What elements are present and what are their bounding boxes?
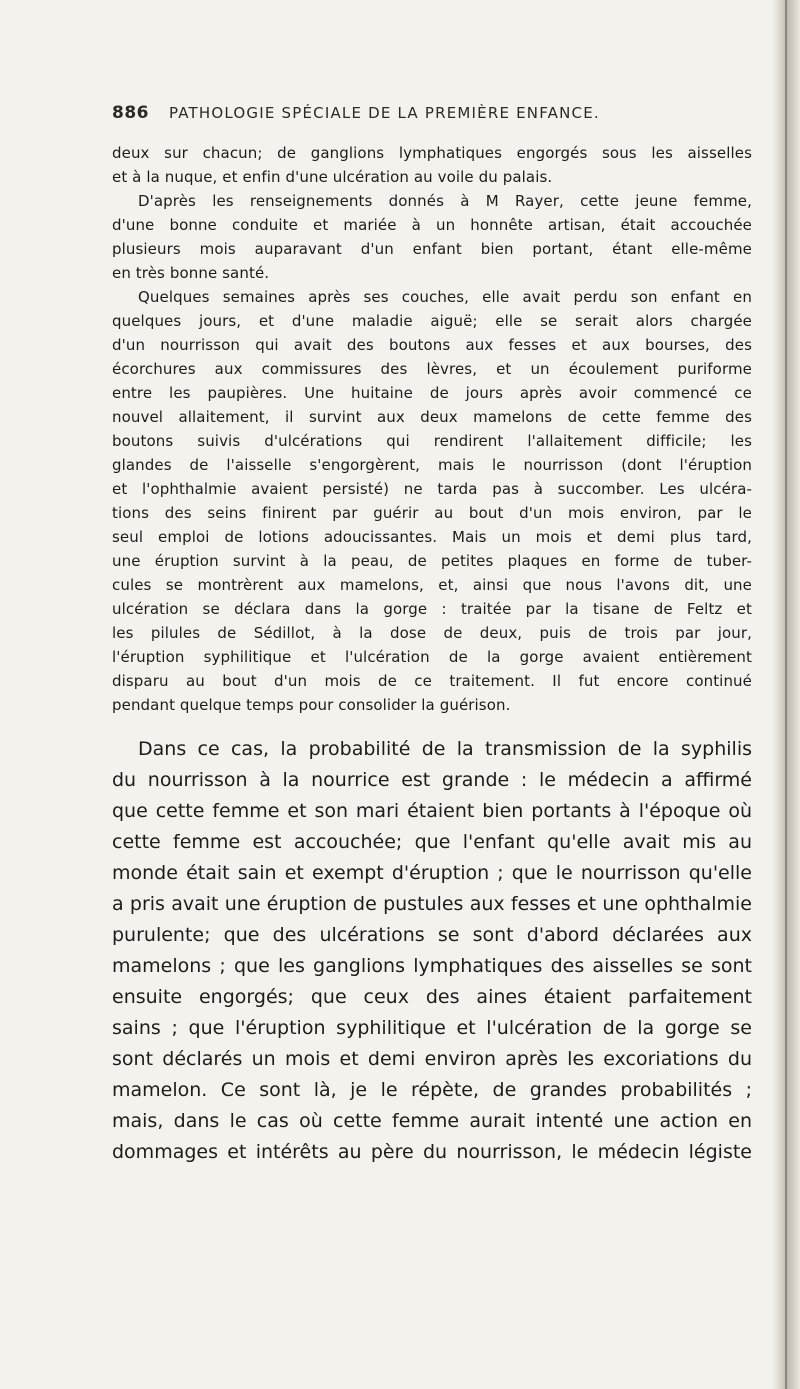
text-line: deux sur chacun; de ganglions lymphatiques engorgés sous les aisselles	[112, 144, 752, 162]
text-line: les pilules de Sédillot, à la dose de deux, puis de trois par jour,	[112, 624, 752, 642]
text-line: que cette femme et son mari étaient bien portants à l'époque où	[112, 800, 752, 822]
text-line: disparu au bout d'un mois de ce traitement. Il fut encore continué	[112, 672, 752, 690]
text-line: cette femme est accouchée; que l'enfant qu'elle avait mis au	[112, 831, 752, 853]
text-line: ensuite engorgés; que ceux des aines étaient parfaitement	[112, 986, 752, 1008]
text-line: d'un nourrisson qui avait des boutons aux fesses et aux bourses, des	[112, 336, 752, 354]
text-line: cules se montrèrent aux mamelons, et, ainsi que nous l'avons dit, une	[112, 576, 752, 594]
text-line: et l'ophthalmie avaient persisté) ne tarda pas à succomber. Les ulcéra-	[112, 480, 752, 498]
text-line: quelques jours, et d'une maladie aiguë; elle se serait alors chargée	[112, 312, 752, 330]
text-line: Quelques semaines après ses couches, elle avait perdu son enfant en	[138, 288, 752, 306]
page-number: 886	[112, 103, 149, 123]
text-line: mamelons ; que les ganglions lymphatiques des aisselles se sont	[112, 955, 752, 977]
binding-edge-line	[785, 0, 787, 1389]
text-line: d'une bonne conduite et mariée à un honnête artisan, était accouchée	[112, 216, 752, 234]
text-line: l'éruption syphilitique et l'ulcération de la gorge avaient entièrement	[112, 648, 752, 666]
text-line: mamelon. Ce sont là, je le répète, de grandes probabilités ;	[112, 1079, 752, 1101]
text-line: sont déclarés un mois et demi environ après les excoriations du	[112, 1048, 752, 1070]
text-line: écorchures aux commissures des lèvres, et un écoulement puriforme	[112, 360, 752, 378]
text-line: boutons suivis d'ulcérations qui rendirent l'allaitement difficile; les	[112, 432, 752, 450]
text-line: Dans ce cas, la probabilité de la transmission de la syphilis	[138, 738, 752, 760]
text-line: entre les paupières. Une huitaine de jours après avoir commencé ce	[112, 384, 752, 402]
text-line: purulente; que des ulcérations se sont d'abord déclarées aux	[112, 924, 752, 946]
text-line: et à la nuque, et enfin d'une ulcération au voile du palais.	[112, 168, 553, 186]
text-line: D'après les renseignements donnés à M Rayer, cette jeune femme,	[138, 192, 752, 210]
text-line: pendant quelque temps pour consolider la guérison.	[112, 696, 511, 714]
running-title: PATHOLOGIE SPÉCIALE DE LA PREMIÈRE ENFANCE.	[168, 104, 600, 122]
text-line: une éruption survint à la peau, de petites plaques en forme de tuber-	[112, 552, 752, 570]
text-line: sains ; que l'éruption syphilitique et l'ulcération de la gorge se	[112, 1017, 752, 1039]
text-line: nouvel allaitement, il survint aux deux mamelons de cette femme des	[112, 408, 752, 426]
text-line: seul emploi de lotions adoucissantes. Mais un mois et demi plus tard,	[112, 528, 752, 546]
text-line: ulcération se déclara dans la gorge : traitée par la tisane de Feltz et	[112, 600, 752, 618]
text-line: en très bonne santé.	[112, 264, 270, 282]
text-line: glandes de l'aisselle s'engorgèrent, mais le nourrisson (dont l'éruption	[112, 456, 752, 474]
text-line: dommages et intérêts au père du nourrisson, le médecin légiste	[112, 1141, 752, 1163]
text-line: tions des seins finirent par guérir au bout d'un mois environ, par le	[112, 504, 752, 522]
text-line: monde était sain et exempt d'éruption ; que le nourrisson qu'elle	[112, 862, 752, 884]
text-line: a pris avait une éruption de pustules aux fesses et une ophthalmie	[112, 893, 752, 915]
running-header	[112, 103, 752, 129]
text-line: plusieurs mois auparavant d'un enfant bien portant, étant elle-même	[112, 240, 752, 258]
text-line: mais, dans le cas où cette femme aurait intenté une action en	[112, 1110, 752, 1132]
text-line: du nourrisson à la nourrice est grande : le médecin a affirmé	[112, 769, 752, 791]
